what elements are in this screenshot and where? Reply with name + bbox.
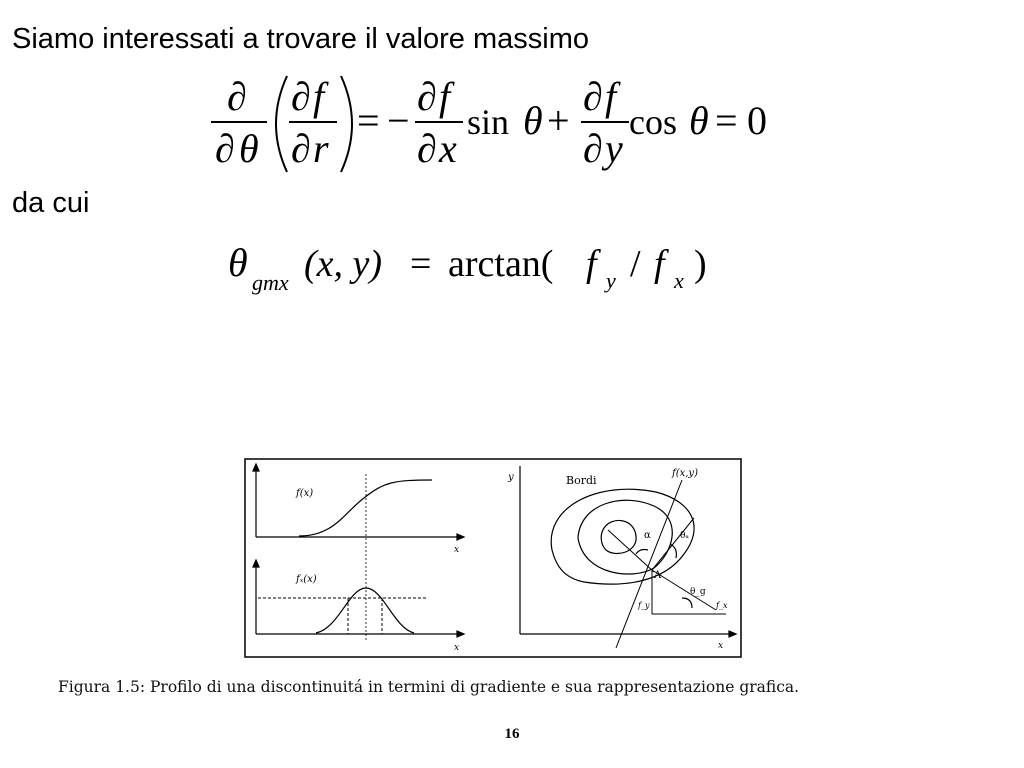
figure-caption: Figura 1.5: Profilo di una discontinuitá in termini di gradiente e sua rappresentazione grafica. — [58, 678, 800, 696]
x-subscript: x — [674, 268, 684, 293]
f-symbol: f — [654, 243, 665, 285]
f-symbol: f — [605, 74, 617, 119]
zero-value: 0 — [747, 98, 767, 143]
partial-symbol: ∂ — [291, 74, 311, 119]
fx-label: f(x) — [296, 488, 314, 499]
x-symbol: x — [439, 126, 457, 171]
theta-g-label: θ_g — [690, 587, 706, 597]
cos-function: cos — [629, 102, 677, 142]
fy-label: f_y — [638, 601, 650, 610]
gradient-direction-equation — [222, 236, 722, 296]
left-paren — [276, 76, 287, 172]
f-symbol: f — [439, 74, 451, 119]
da-cui-line: da cui — [12, 187, 90, 219]
partial-symbol: ∂ — [291, 126, 311, 171]
intro-line: Siamo interessati a trovare il valore massimo — [12, 23, 589, 55]
maximum-condition-equation — [205, 66, 785, 176]
figure-border — [245, 459, 741, 657]
partial-symbol: ∂ — [215, 126, 235, 171]
x-axis-label: x — [454, 545, 460, 555]
division-slash: / — [630, 243, 641, 285]
equals-sign: = — [410, 243, 432, 285]
theta-a-label: θₐ — [680, 531, 689, 541]
f-symbol: f — [313, 74, 325, 119]
partial-symbol: ∂ — [417, 126, 437, 171]
gmx-subscript: gmx — [252, 270, 289, 295]
right-paren — [341, 76, 352, 172]
equals-sign: = — [357, 98, 380, 143]
arctan-function: arctan( — [448, 243, 554, 285]
theta-symbol: θ — [228, 240, 248, 285]
y-subscript: y — [606, 268, 616, 293]
point-a-label: A — [654, 570, 662, 581]
edge-gradient-figure — [244, 458, 742, 658]
close-paren: ) — [694, 243, 707, 285]
alpha-label: α — [644, 530, 651, 541]
f-symbol: f — [586, 243, 597, 285]
minus-sign: − — [387, 98, 410, 143]
r-symbol: r — [313, 126, 329, 171]
fxy-label: f(x,y) — [672, 468, 698, 479]
page-number: 16 — [504, 726, 520, 742]
bordi-label: Bordi — [566, 474, 597, 487]
partial-symbol: ∂ — [583, 126, 603, 171]
plus-sign: + — [547, 98, 570, 143]
fx-derivative-label: fₓ(x) — [296, 574, 317, 585]
theta-symbol: θ — [689, 98, 709, 143]
sin-function: sin — [467, 102, 510, 142]
x-axis-label: x — [718, 641, 724, 651]
fx-label: f_x — [716, 601, 728, 610]
partial-symbol: ∂ — [417, 74, 437, 119]
partial-symbol: ∂ — [227, 74, 247, 119]
partial-symbol: ∂ — [583, 74, 603, 119]
function-arguments: (x, y) — [304, 243, 383, 285]
theta-symbol: θ — [523, 98, 543, 143]
theta-symbol: θ — [239, 126, 259, 171]
y-axis-label: y — [508, 472, 514, 483]
y-symbol: y — [605, 126, 623, 171]
x-axis-label: x — [454, 643, 460, 653]
equals-sign: = — [715, 98, 738, 143]
